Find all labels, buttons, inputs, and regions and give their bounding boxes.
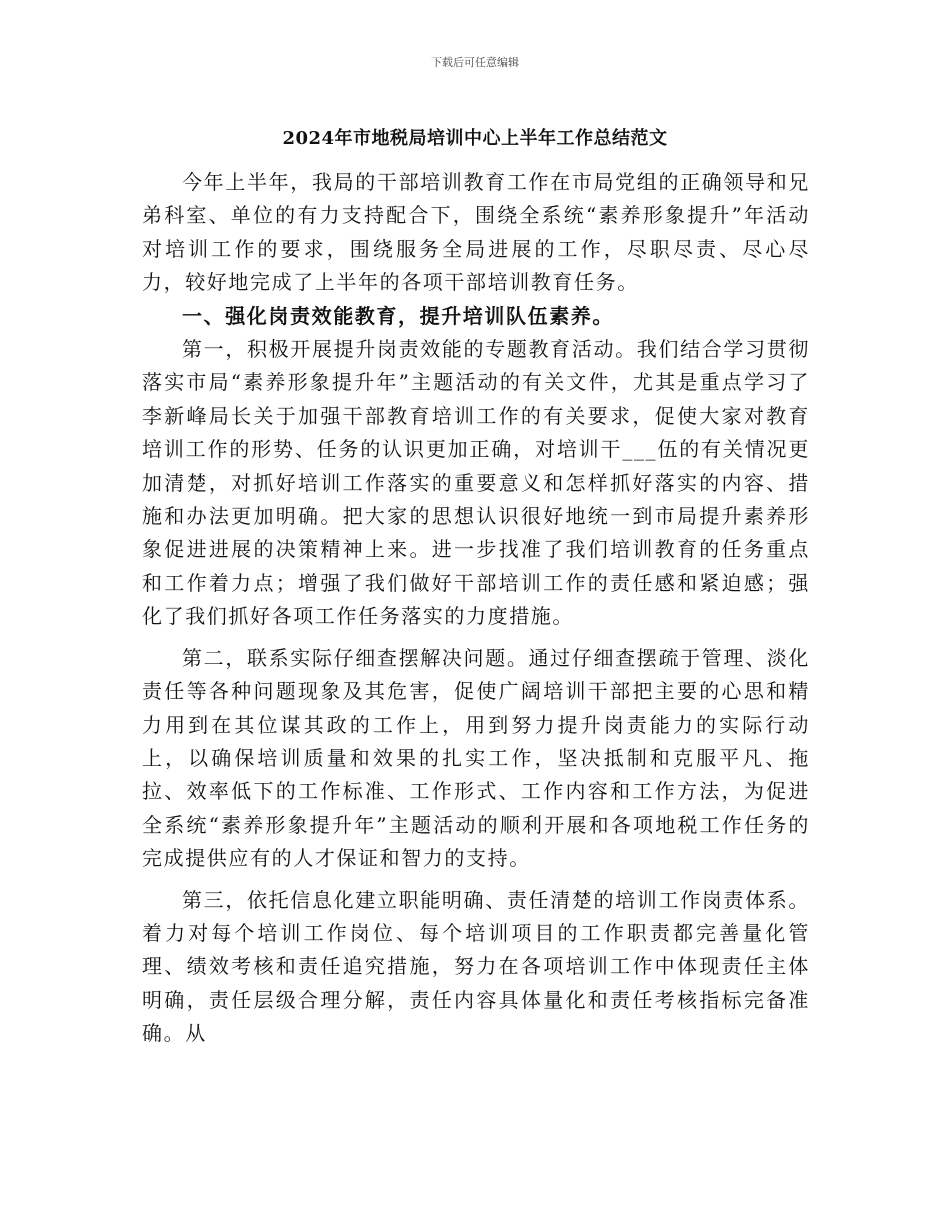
document-title: 2024年市地税局培训中心上半年工作总结范文 — [282, 128, 668, 149]
paragraph-third: 第三，依托信息化建立职能明确、责任清楚的培训工作岗责体系。着力对每个培训工作岗位、每个培训项目的工作职责都完善量化管理、绩效考核和责任追究措施，努力在各项培训工作中体现责任主体明确，责任层级合理分解，责任内容具体量化和责任考核指标完备准确。从 — [142, 887, 810, 1046]
page-header-note: 下载后可任意编辑 — [431, 56, 519, 69]
document-body — [142, 166, 810, 1051]
paragraph-intro: 今年上半年，我局的干部培训教育工作在市局党组的正确领导和兄弟科室、单位的有力支持配合下，围绕全系统“素养形象提升”年活动对培训工作的要求，围绕服务全局进展的工作，尽职尽责、尽心尽力，较好地完成了上半年的各项干部培训教育任务。 — [142, 170, 810, 295]
section-heading: 一、强化岗责效能教育，提升培训队伍素养。 — [182, 303, 614, 328]
paragraph-second: 第二，联系实际仔细查摆解决问题。通过仔细查摆疏于管理、淡化责任等各种问题现象及其危害，促使广阔培训干部把主要的心思和精力用到在其位谋其政的工作上，用到努力提升岗责能力的实际行动上，以确保培训质量和效果的扎实工作，坚决抵制和克服平凡、拖拉、效率低下的工作标准、工作形式、工作内容和工作方法，为促进全系统“素养形象提升年”主题活动的顺利开展和各项地税工作任务的完成提供应有的人才保证和智力的支持。 — [142, 645, 810, 871]
paragraph-first: 第一，积极开展提升岗责效能的专题教育活动。我们结合学习贯彻落实市局“素养形象提升年”主题活动的有关文件，尤其是重点学习了李新峰局长关于加强干部教育培训工作的有关要求，促使大家对教育培训工作的形势、任务的认识更加正确，对培训干___伍的有关情况更加清楚，对抓好培训工作落实的重要意义和怎样抓好落实的内容、措施和办法更加明确。把大家的思想认识很好地统一到市局提升素养形象促进进展的决策精神上来。进一步找准了我们培训教育的任务重点和工作着力点；增强了我们做好干部培训工作的责任感和紧迫感；强化了我们抓好各项工作任务落实的力度措施。 — [142, 337, 810, 629]
